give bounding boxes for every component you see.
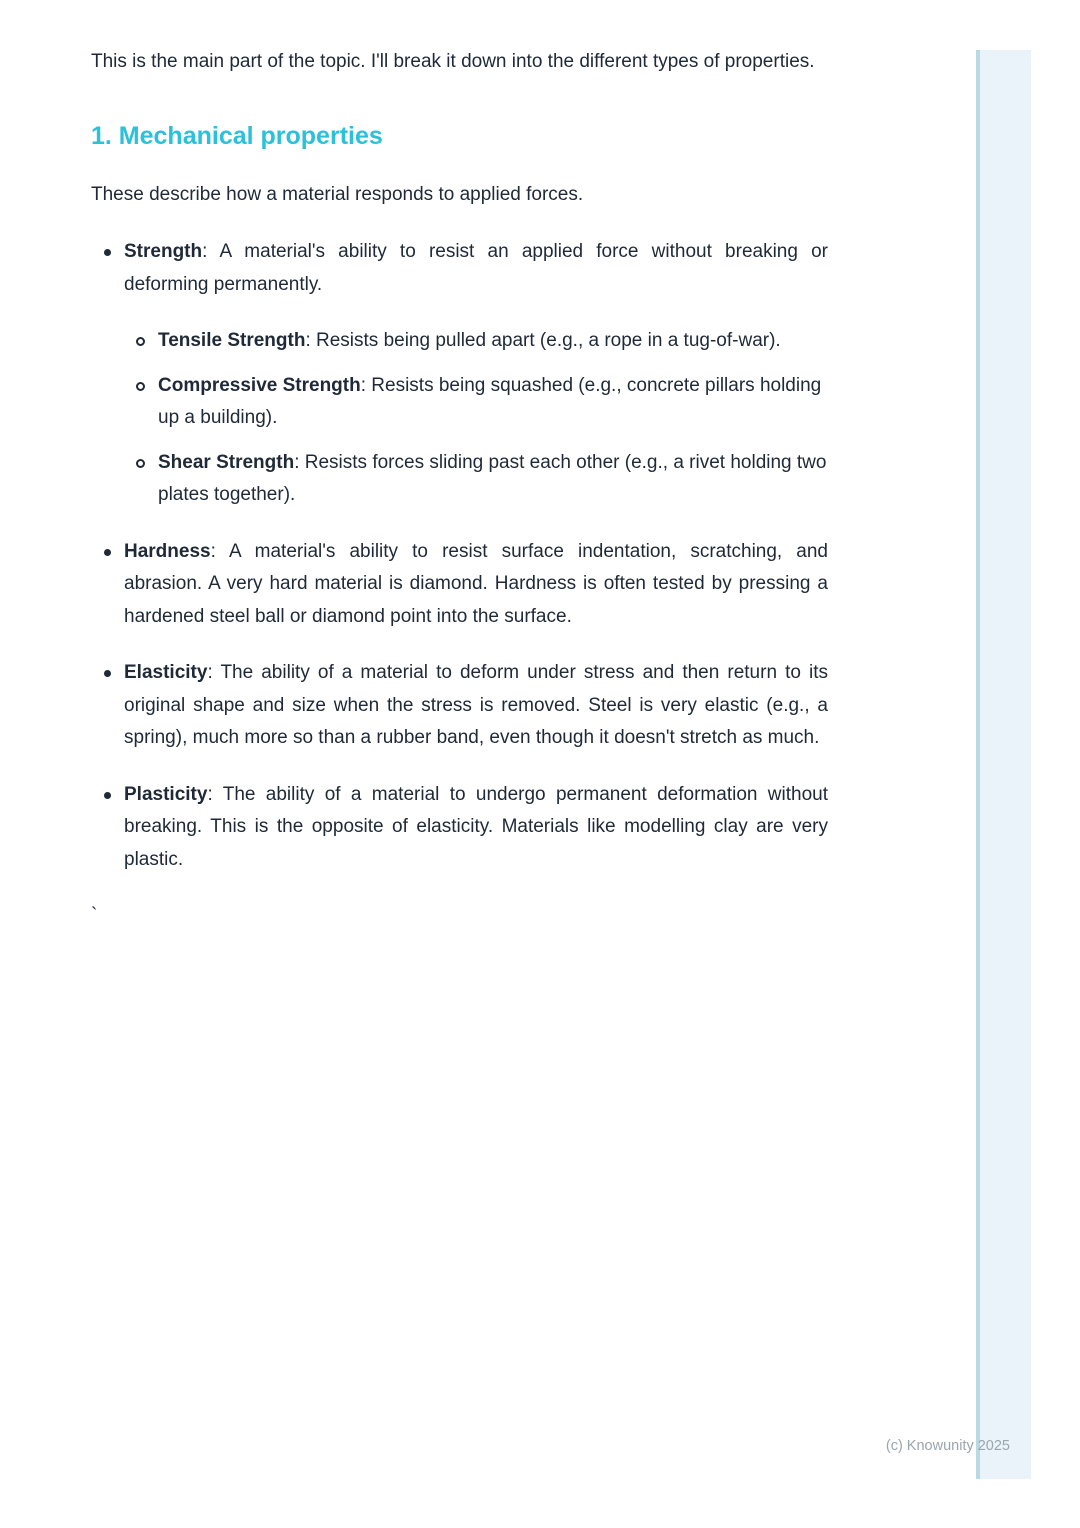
- list-item-tensile-strength: [124, 325, 828, 358]
- term-strength-text: : A material's ability to resist an applied force without breaking or deforming permanently.: [124, 241, 828, 295]
- term-shear-strength: Shear Strength: [158, 451, 295, 473]
- list-item-compressive-strength: [124, 370, 828, 435]
- intro-paragraph: This is the main part of the topic. I'll break it down into the different types of properties.: [91, 51, 815, 72]
- term-plasticity-text: : The ability of a material to undergo permanent deformation without breaking. This is the opposite of elasticity. Materials like modelling clay are very plastic.: [124, 783, 828, 870]
- term-plasticity: Plasticity: [124, 783, 208, 805]
- copyright-watermark: (c) Knowunity 2025: [885, 1438, 1010, 1454]
- list-item-shear-strength: [124, 447, 828, 512]
- properties-list: [91, 236, 828, 876]
- section-heading: 1. Mechanical properties: [91, 121, 383, 150]
- list-item-elasticity: [91, 657, 828, 755]
- term-compressive-strength: Compressive Strength: [158, 374, 361, 396]
- decorative-side-stripe: [976, 50, 1031, 1479]
- list-item-strength: [91, 236, 828, 512]
- term-shear-strength-text: : Resists forces sliding past each other (e.g., a rivet holding two plates together).: [158, 451, 827, 505]
- stray-backtick-character: `: [91, 905, 98, 926]
- term-hardness-text: : A material's ability to resist surface indentation, scratching, and abrasion. A very hard material is diamond. Hardness is often tested by pressing a hardened steel ball or diamond point into the surface.: [124, 540, 828, 627]
- term-hardness: Hardness: [124, 540, 211, 562]
- term-elasticity-text: : The ability of a material to deform under stress and then return to its original shape and size when the stress is removed. Steel is very elastic (e.g., a spring), much more so than a rubber band, even though it doesn't stretch as much.: [124, 662, 828, 748]
- section-lead-paragraph: These describe how a material responds to applied forces.: [91, 183, 584, 205]
- term-compressive-strength-text: : Resists being squashed (e.g., concrete pillars holding up a building).: [158, 374, 822, 428]
- strength-sub-list: [124, 325, 828, 512]
- term-tensile-strength-text: : Resists being pulled apart (e.g., a rope in a tug-of-war).: [305, 330, 781, 351]
- term-tensile-strength: Tensile Strength: [158, 330, 306, 351]
- term-strength: Strength: [124, 241, 203, 262]
- list-item-plasticity: [91, 779, 828, 877]
- document-body: [91, 46, 828, 933]
- list-item-hardness: [91, 536, 828, 634]
- term-elasticity: Elasticity: [124, 662, 208, 683]
